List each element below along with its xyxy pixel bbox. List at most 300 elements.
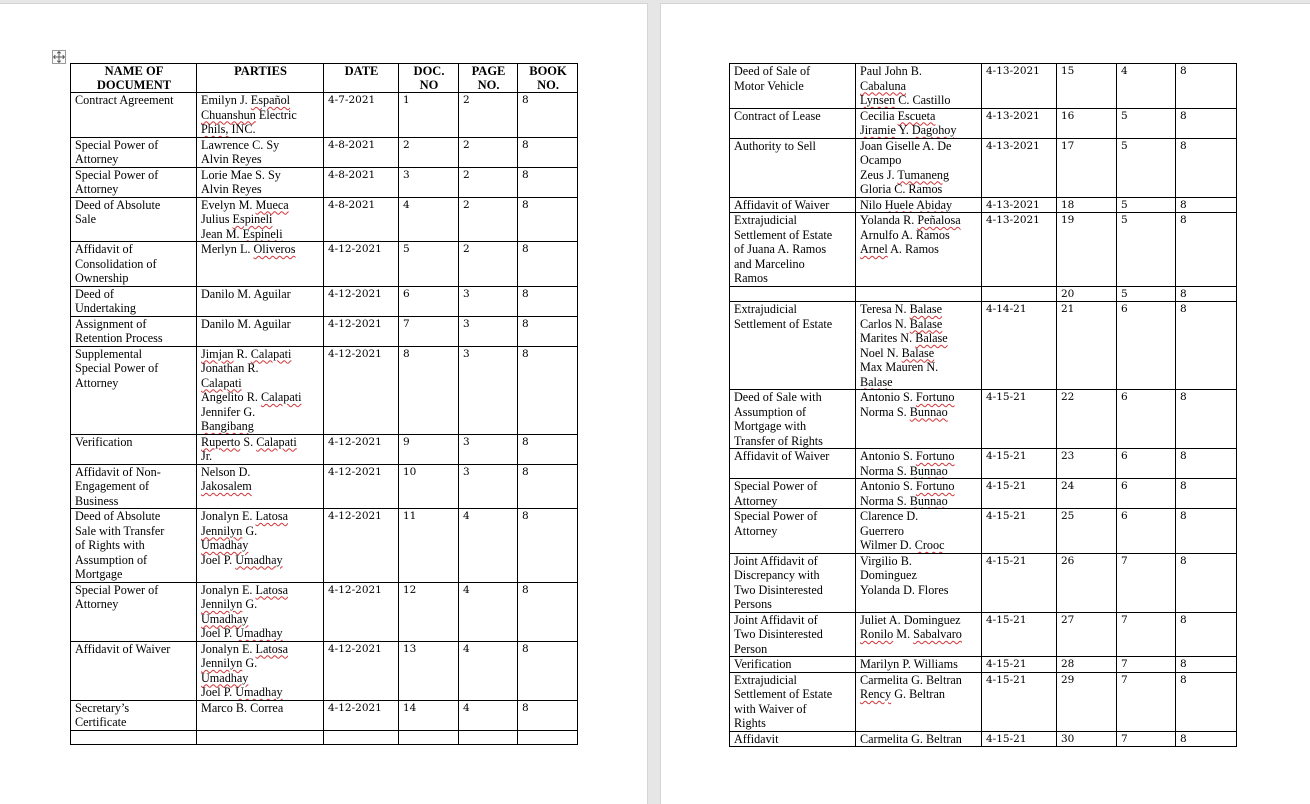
name-line: Deed of Absolute [75,509,161,523]
name-line: Undertaking [75,301,136,315]
name-line: Affidavit of Waiver [75,641,171,656]
parties-line: Jr. [201,449,213,463]
name-line: Deed of [75,286,114,301]
cell-document-name[interactable] [71,242,197,287]
name-line: Special Power of [734,479,818,493]
cell-page[interactable]: 6 [1117,302,1176,390]
cell-date[interactable]: 4-15-21 [982,479,1057,509]
cell-parties[interactable] [856,657,982,673]
parties-line: Alvin Reyes [201,152,262,166]
cell-date[interactable]: 4-13-2021 [982,138,1057,197]
table-header-row [71,64,578,93]
cell-date[interactable]: 4-12-2021 [324,582,399,641]
table-row [71,242,578,287]
cell-page[interactable]: 6 [1117,479,1176,509]
cell-book[interactable]: 8 [1176,657,1237,673]
name-line: Ownership [75,271,129,285]
cell-page[interactable]: 2 [459,197,518,242]
parties-line: Joel P. Umadhay [201,626,283,640]
cell-document-name[interactable] [71,316,197,346]
parties-line: Carmelita G. Beltran [860,731,962,746]
cell-parties[interactable] [856,390,982,449]
name-line: Special Power of [75,137,159,152]
cell-document-name[interactable] [730,612,856,657]
name-line: Settlement of Estate [734,316,833,331]
parties-line: Bangibang [201,419,254,433]
table-row [71,582,578,641]
name-line: Deed of Sale of [734,64,811,78]
name-line: Special Power of [75,582,159,597]
name-line: Engagement of [75,479,150,493]
table-row [71,464,578,509]
cell-book[interactable]: 8 [518,197,578,242]
cell-date[interactable]: 4-12-2021 [324,509,399,583]
cell-page[interactable]: 5 [1117,286,1176,302]
cell-date[interactable]: 4-13-2021 [982,64,1057,109]
parties-line: Danilo M. Aguilar [201,316,291,331]
cell-parties[interactable] [856,612,982,657]
cell-parties[interactable] [197,641,324,700]
cell-parties[interactable] [197,286,324,316]
cell-page[interactable]: 6 [1117,509,1176,554]
parties-line: Danilo M. Aguilar [201,286,291,301]
cell-document-name[interactable] [71,700,197,730]
cell-parties[interactable] [856,449,982,479]
cell-doc[interactable]: 16 [1057,108,1117,138]
table-row [71,137,578,167]
cell-date[interactable]: 4-12-2021 [324,434,399,464]
cell-parties[interactable] [197,242,324,287]
cell-document-name[interactable] [730,286,856,302]
name-line: Business [75,493,119,508]
cell-parties[interactable] [197,509,324,583]
cell-parties[interactable] [197,137,324,167]
table-row [730,612,1237,657]
cell-date[interactable]: 4-12-2021 [324,464,399,509]
table-row [71,509,578,583]
name-line: Attorney [734,523,778,538]
name-line: Assumption of [75,552,148,567]
cell-document-name[interactable] [730,138,856,197]
cell-document-name[interactable] [730,302,856,390]
cell-document-name[interactable] [730,390,856,449]
cell-date[interactable]: 4-15-21 [982,672,1057,731]
cell-doc[interactable]: 30 [1057,731,1117,747]
cell-parties[interactable] [856,64,982,109]
cell-document-name[interactable] [730,553,856,612]
cell-parties[interactable] [197,316,324,346]
cell-date[interactable]: 4-12-2021 [324,346,399,434]
cell-book[interactable]: 8 [518,242,578,287]
header-name: NAME OF DOCUMENT [71,64,197,93]
cell-doc[interactable]: 27 [1057,612,1117,657]
cell-doc[interactable]: 15 [1057,64,1117,109]
parties-line: Umadhay [201,670,249,685]
cell-parties[interactable] [856,138,982,197]
cell-document-name[interactable] [71,137,197,167]
table-row [71,316,578,346]
parties-line: Lorie Mae S. Sy [201,167,281,182]
cell-book[interactable]: 8 [518,346,578,434]
cell-book[interactable]: 8 [518,286,578,316]
cell-page[interactable]: 7 [1117,657,1176,673]
cell-parties[interactable] [197,167,324,197]
cell-doc[interactable]: 20 [1057,286,1117,302]
name-line: Secretary’s [75,700,130,715]
cell-date[interactable] [324,730,399,745]
cell-parties[interactable] [197,582,324,641]
parties-line: Ronilo M. Sabalvaro [860,627,962,641]
cell-document-name[interactable] [730,213,856,287]
cell-page[interactable]: 7 [1117,731,1176,747]
name-line: Contract of Lease [734,108,821,123]
name-line: Motor Vehicle [734,78,804,93]
cell-book[interactable]: 8 [1176,108,1237,138]
name-line: with Waiver of [734,701,807,716]
cell-doc[interactable]: 8 [399,346,459,434]
name-line: Affidavit of [75,242,133,256]
cell-document-name[interactable] [71,509,197,583]
cell-parties[interactable] [856,197,982,213]
cell-page[interactable]: 2 [459,93,518,138]
table-row [730,657,1237,673]
name-line: Settlement of Estate [734,687,833,701]
cell-parties[interactable] [197,700,324,730]
parties-line: Balase [860,374,893,389]
cell-parties[interactable] [856,213,982,287]
cell-book[interactable]: 8 [1176,197,1237,213]
parties-line: Jonalyn E. Latosa [201,509,289,523]
cell-parties[interactable] [856,509,982,554]
parties-line: Norma S. Bunnao [860,493,948,508]
cell-page[interactable]: 6 [1117,449,1176,479]
cell-doc[interactable]: 9 [399,434,459,464]
cell-doc[interactable]: 5 [399,242,459,287]
cell-book[interactable]: 8 [1176,479,1237,509]
cell-parties[interactable] [197,346,324,434]
cell-document-name[interactable] [730,509,856,554]
cell-document-name[interactable] [71,197,197,242]
parties-line: Paul John B. [860,64,922,78]
cell-date[interactable]: 4-12-2021 [324,286,399,316]
parties-line: Carmelita G. Beltran [860,672,962,687]
cell-page[interactable]: 3 [459,434,518,464]
cell-doc[interactable]: 3 [399,167,459,197]
table-row [71,700,578,730]
cell-parties[interactable] [856,108,982,138]
name-line: Attorney [75,375,119,390]
cell-document-name[interactable] [71,286,197,316]
cell-document-name[interactable] [71,167,197,197]
cell-book[interactable]: 8 [1176,449,1237,479]
parties-line: Max Mauren N. [860,360,939,374]
cell-doc[interactable]: 1 [399,93,459,138]
parties-line: Noel N. Balase [860,345,935,360]
cell-date[interactable]: 4-12-2021 [324,641,399,700]
parties-line: Gloria C. Ramos [860,182,943,196]
name-line: Mortgage with [734,419,807,433]
parties-line: Wilmer D. Crooc [860,538,945,552]
cell-parties[interactable] [197,730,324,745]
table-row [730,302,1237,390]
cell-date[interactable] [982,286,1057,302]
parties-line: Joan Giselle A. De [860,138,952,153]
name-line: Affidavit of Non- [75,464,161,479]
cell-date[interactable]: 4-15-21 [982,390,1057,449]
table-row [730,449,1237,479]
parties-line: Nilo Huele Abiday [860,197,953,212]
header-doc-no: DOC. NO [399,64,459,93]
parties-line: Jonalyn E. Latosa [201,582,289,597]
cell-document-name[interactable] [730,731,856,747]
cell-book[interactable]: 8 [518,464,578,509]
header-date: DATE [324,64,399,93]
cell-parties[interactable] [856,302,982,390]
name-line: Joint Affidavit of [734,612,818,627]
name-line: Special Power of [75,361,159,375]
parties-line: Jimjan R. Calapati [201,346,292,361]
name-line: Supplemental [75,346,143,361]
cell-doc[interactable]: 2 [399,137,459,167]
parties-line: Jennilyn G. [201,597,258,611]
cell-page[interactable]: 4 [459,700,518,730]
table-row [730,553,1237,612]
cell-page[interactable]: 2 [459,167,518,197]
cell-doc[interactable]: 21 [1057,302,1117,390]
cell-doc[interactable]: 6 [399,286,459,316]
header-parties: PARTIES [197,64,324,93]
cell-doc[interactable]: 24 [1057,479,1117,509]
cell-doc[interactable]: 4 [399,197,459,242]
cell-page[interactable]: 3 [459,286,518,316]
parties-line: Antonio S. Fortuno [860,390,955,404]
parties-line: Juliet A. Dominguez [860,612,961,627]
cell-doc[interactable]: 10 [399,464,459,509]
cell-date[interactable]: 4-15-21 [982,553,1057,612]
cell-parties[interactable] [856,731,982,747]
cell-page[interactable]: 4 [459,509,518,583]
cell-document-name[interactable] [71,434,197,464]
table-move-handle-icon[interactable] [52,50,66,64]
cell-book[interactable]: 8 [1176,286,1237,302]
parties-line: Jakosalem [201,479,252,493]
cell-book[interactable]: 8 [1176,213,1237,287]
cell-document-name[interactable] [71,93,197,138]
cell-book[interactable]: 8 [1176,64,1237,109]
cell-date[interactable]: 4-12-2021 [324,242,399,287]
cell-document-name[interactable] [730,197,856,213]
cell-page[interactable] [459,730,518,745]
cell-document-name[interactable] [71,641,197,700]
cell-date[interactable]: 4-15-21 [982,449,1057,479]
cell-book[interactable]: 8 [1176,302,1237,390]
cell-date[interactable]: 4-15-21 [982,657,1057,673]
parties-line: Nelson D. [201,464,251,479]
cell-document-name[interactable] [730,449,856,479]
cell-page[interactable]: 4 [1117,64,1176,109]
cell-document-name[interactable] [71,464,197,509]
cell-book[interactable]: 8 [518,137,578,167]
parties-line: Ocampo [860,153,902,167]
cell-doc[interactable]: 12 [399,582,459,641]
name-line: Verification [75,434,133,449]
name-line: Rights [734,716,766,730]
parties-line: Yolanda D. Flores [860,582,949,597]
cell-doc[interactable]: 28 [1057,657,1117,673]
cell-page[interactable]: 4 [459,641,518,700]
cell-parties[interactable] [856,479,982,509]
name-line: and Marcelino [734,256,805,271]
cell-doc[interactable]: 7 [399,316,459,346]
parties-line: Phils, INC. [201,122,256,136]
cell-doc[interactable]: 17 [1057,138,1117,197]
cell-book[interactable]: 8 [518,316,578,346]
cell-book[interactable]: 8 [1176,553,1237,612]
cell-page[interactable]: 7 [1117,672,1176,731]
name-line: Two Disinterested [734,627,823,641]
cell-date[interactable]: 4-14-21 [982,302,1057,390]
name-line: of Rights with [75,538,145,552]
cell-date[interactable]: 4-8-2021 [324,137,399,167]
cell-page[interactable]: 4 [459,582,518,641]
parties-line: Marilyn P. Williams [860,657,958,671]
cell-date[interactable]: 4-13-2021 [982,108,1057,138]
cell-page[interactable]: 2 [459,137,518,167]
document-register-table-page-2 [729,63,1237,747]
parties-line: Lynsen C. Castillo [860,93,951,107]
cell-book[interactable]: 8 [1176,138,1237,197]
name-line: Discrepancy with [734,568,820,582]
cell-date[interactable]: 4-15-21 [982,612,1057,657]
cell-date[interactable]: 4-15-21 [982,731,1057,747]
name-line: Mortgage [75,567,123,581]
parties-line: Merlyn L. Oliveros [201,242,296,256]
cell-book[interactable] [518,730,578,745]
parties-line: Norma S. Bunnao [860,404,948,419]
cell-doc[interactable]: 18 [1057,197,1117,213]
name-line: Attorney [75,597,119,611]
name-line: Two Disinterested [734,582,823,597]
cell-parties[interactable] [856,553,982,612]
cell-page[interactable]: 5 [1117,197,1176,213]
parties-line: Angelito R. Calapati [201,390,302,404]
cell-book[interactable]: 8 [518,700,578,730]
name-line: Attorney [75,182,119,196]
cell-book[interactable]: 8 [518,93,578,138]
cell-page[interactable]: 2 [459,242,518,287]
cell-date[interactable]: 4-8-2021 [324,197,399,242]
parties-line: Cabaluna [860,78,907,93]
cell-parties[interactable] [197,434,324,464]
cell-book[interactable]: 8 [1176,672,1237,731]
cell-doc[interactable]: 29 [1057,672,1117,731]
cell-doc[interactable]: 11 [399,509,459,583]
cell-page[interactable]: 5 [1117,213,1176,287]
cell-date[interactable]: 4-12-2021 [324,700,399,730]
name-line: of Juana A. Ramos [734,242,827,256]
cell-book[interactable]: 8 [1176,612,1237,657]
parties-line: Jonalyn E. Latosa [201,641,289,656]
name-line: Settlement of Estate [734,227,833,242]
cell-doc[interactable]: 22 [1057,390,1117,449]
name-line: Assignment of [75,316,147,331]
name-line: Certificate [75,715,127,729]
cell-book[interactable]: 8 [1176,390,1237,449]
cell-parties[interactable] [197,197,324,242]
cell-book[interactable]: 8 [518,582,578,641]
parties-line: Jonathan R. [201,361,259,375]
table-row [730,731,1237,747]
cell-page[interactable]: 3 [459,346,518,434]
parties-line: Jennilyn G. [201,523,258,538]
table-row [730,64,1237,109]
cell-document-name[interactable] [730,479,856,509]
cell-page[interactable]: 6 [1117,390,1176,449]
cell-book[interactable]: 8 [518,167,578,197]
cell-document-name[interactable] [730,64,856,109]
cell-page[interactable]: 7 [1117,612,1176,657]
cell-doc[interactable] [399,730,459,745]
cell-book[interactable]: 8 [518,434,578,464]
cell-date[interactable]: 4-13-2021 [982,197,1057,213]
cell-date[interactable]: 4-7-2021 [324,93,399,138]
cell-page[interactable]: 7 [1117,553,1176,612]
cell-date[interactable]: 4-15-21 [982,509,1057,554]
parties-line: Cecilia Escueta [860,108,936,123]
cell-parties[interactable] [856,672,982,731]
cell-doc[interactable]: 23 [1057,449,1117,479]
cell-book[interactable]: 8 [518,509,578,583]
cell-document-name[interactable] [71,582,197,641]
cell-doc[interactable]: 25 [1057,509,1117,554]
cell-doc[interactable]: 13 [399,641,459,700]
cell-document-name[interactable] [730,672,856,731]
name-line: Consolidation of [75,256,157,271]
cell-parties[interactable] [856,286,982,302]
cell-parties[interactable] [197,93,324,138]
cell-doc[interactable]: 14 [399,700,459,730]
cell-document-name[interactable] [71,346,197,434]
cell-document-name[interactable] [730,108,856,138]
cell-date[interactable]: 4-13-2021 [982,213,1057,287]
table-row [71,641,578,700]
cell-doc[interactable]: 19 [1057,213,1117,287]
parties-line: Umadhay [201,611,249,626]
cell-date[interactable]: 4-8-2021 [324,167,399,197]
name-line: Retention Process [75,331,163,345]
cell-page[interactable]: 3 [459,464,518,509]
name-line: Sale [75,212,96,226]
header-page-no: PAGE NO. [459,64,518,93]
name-line: Verification [734,657,792,671]
cell-parties[interactable] [197,464,324,509]
parties-line: Joel P. Umadhay [201,685,283,699]
name-line: Deed of Absolute [75,197,161,212]
cell-doc[interactable]: 26 [1057,553,1117,612]
cell-page[interactable]: 5 [1117,108,1176,138]
cell-book[interactable]: 8 [518,641,578,700]
cell-book[interactable]: 8 [1176,509,1237,554]
cell-book[interactable]: 8 [1176,731,1237,747]
table-row [730,108,1237,138]
cell-page[interactable]: 5 [1117,138,1176,197]
cell-page[interactable]: 3 [459,316,518,346]
cell-document-name[interactable] [71,730,197,745]
parties-line: Rency G. Beltran [860,687,945,701]
cell-document-name[interactable] [730,657,856,673]
cell-date[interactable]: 4-12-2021 [324,316,399,346]
parties-line: Evelyn M. Mueca [201,197,289,212]
